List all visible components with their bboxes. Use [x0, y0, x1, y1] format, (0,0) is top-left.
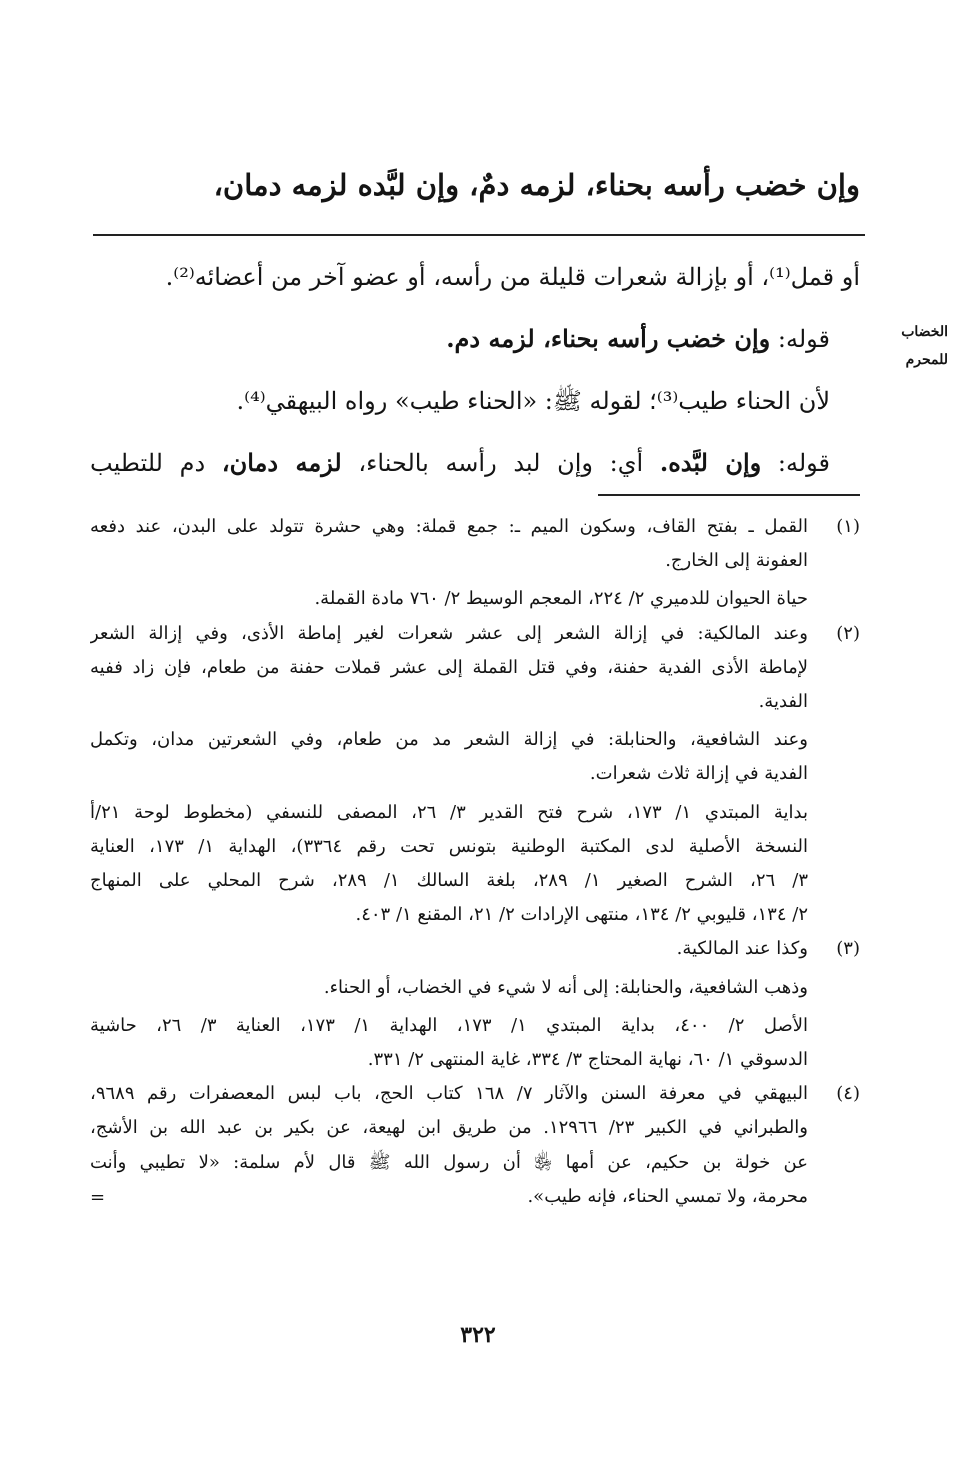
- matn-text: وإن خضب رأسه بحناء، لزمه دمٌ، وإن لبَّده لزمه دمان،: [213, 168, 860, 202]
- footnote-line: وعند المالكية: في إزالة الشعر إلى عشر شعرات لغير إماطة الأذى، وفي إزالة الشعر: [90, 622, 808, 644]
- footnote-number: (٤): [836, 1083, 860, 1105]
- body-line: [90, 432, 860, 494]
- footnotes: [90, 510, 860, 1214]
- footnote-line: الفدية في إزالة ثلاث شعرات.: [589, 763, 808, 785]
- footnote-line: لإماطة الأذى الفدية حفنة، وفي قتل القملة إلى عشر قملات حفنة من طعام، فإن زاد ففيه: [90, 656, 808, 678]
- footnote: [90, 1077, 860, 1214]
- body-line: أو قمل⁽¹⁾، أو بإزالة شعرات قليلة من رأسه، أو عضو آخر من أعضائه⁽²⁾.: [165, 263, 860, 291]
- matn-divider: [93, 234, 865, 236]
- footnote-number: (١): [836, 516, 860, 537]
- body-line: لأن الحناء طيب⁽³⁾؛ لقوله ﷺ: «الحناء طيب» رواه البيهقي⁽⁴⁾.: [236, 387, 830, 415]
- sidenote-line: الخضاب: [901, 324, 948, 340]
- footnote-line: الدسوقي ١/ ٦٠، نهاية المحتاج ٣/ ٣٣٤، غاية المنتهى ٢/ ٣٣١.: [367, 1049, 808, 1071]
- footnote-line: وعند الشافعية، والحنابلة: في إزالة الشعر مد من طعام، وفي الشعرتين مدان، وتكمل: [90, 729, 808, 751]
- footnote-line: الأصل ٢/ ٤٠٠، بداية المبتدي ١/ ١٧٣، الهداية ١/ ١٧٣، العناية ٣/ ٢٦، حاشية: [90, 1014, 808, 1036]
- footnote-line: بداية المبتدي ١/ ١٧٣، شرح فتح القدير ٣/ ٢٦، المصفى للنسفي (مخطوط لوحة ٢١/أ: [90, 801, 808, 823]
- commentary-body: [90, 246, 860, 494]
- footnote-line: البيهقي في معرفة السنن والآثار ٧/ ١٦٨ كتاب الحج، باب لبس المعصفرات رقم ٩٦٨٩،: [90, 1083, 808, 1105]
- footnote-line: الفدية.: [758, 691, 808, 713]
- footnote-line: النسخة الأصلية لدى المكتبة الوطنية بتونس تحت رقم ٣٣٦٤)، الهداية ١/ ١٧٣، العناية: [90, 835, 808, 857]
- quoted-matn: وإن لبَّده.: [659, 448, 762, 477]
- qawluhu-label: قوله:: [770, 325, 830, 353]
- footnote-line: عن خولة بن حكيم، عن أمها ﵂ أن رسول الله ﷺ قال لأم سلمة: «لا تطيبي وأنت: [90, 1151, 808, 1173]
- footnote-line: القمل ـ بفتح القاف، وسكون الميم ـ: جمع قملة: وهي حشرة تتولد على البدن، عند دفعه: [90, 516, 808, 537]
- footnote-line: وكذا عند المالكية.: [676, 938, 808, 960]
- footnote-divider: [598, 494, 860, 496]
- footnote-number: (٣): [836, 938, 860, 960]
- body-line: [90, 308, 860, 370]
- footnote-line: محرمة، ولا تمسي الحناء، فإنه طيب».: [527, 1185, 808, 1207]
- continuation-mark: =: [90, 1187, 106, 1209]
- footnote-number: (٢): [836, 622, 860, 644]
- footnote-line: وذهب الشافعية، والحنابلة: إلى أنه لا شيء في الخضاب، أو الحناء.: [323, 976, 808, 998]
- footnote: [90, 932, 860, 1077]
- footnote-line: العفونة إلى الخارج.: [665, 550, 808, 572]
- page-number: ٣٢٢: [460, 1322, 496, 1348]
- footnote: [90, 510, 860, 617]
- footnote: [90, 617, 860, 933]
- footnote-line: والطبراني في الكبير ٢٣/ ١٢٩٦٦. من طريق ابن لهيعة، عن بكير بن عبد الله بن الأشج،: [90, 1117, 808, 1139]
- footnote-line: حياة الحيوان للدميري ٢/ ٢٢٤، المعجم الوسيط ٢/ ٧٦٠ مادة القملة.: [314, 588, 808, 610]
- sidenote-line: للمحرم: [905, 352, 948, 368]
- body-text: دم للتطيب: [90, 449, 222, 477]
- quoted-matn: لزمه دمان،: [221, 448, 342, 477]
- sidenote: [868, 318, 948, 374]
- footnote-line: ٢/ ١٣٤، قليوبي ٢/ ١٣٤، منتهى الإرادات ٢/ ٢١، المقنع ١/ ٤٠٣.: [355, 904, 808, 926]
- qawluhu-label: قوله:: [761, 449, 831, 477]
- quoted-matn: وإن خضب رأسه بحناء، لزمه دم.: [446, 324, 771, 353]
- footnote-line: ٣/ ٢٦، الشرح الصغير ١/ ٢٨٩، بلغة السالك ١/ ٢٨٩، شرح المحلي على المنهاج: [90, 870, 808, 892]
- body-text: أي: وإن لبد رأسه بالحناء،: [341, 449, 660, 477]
